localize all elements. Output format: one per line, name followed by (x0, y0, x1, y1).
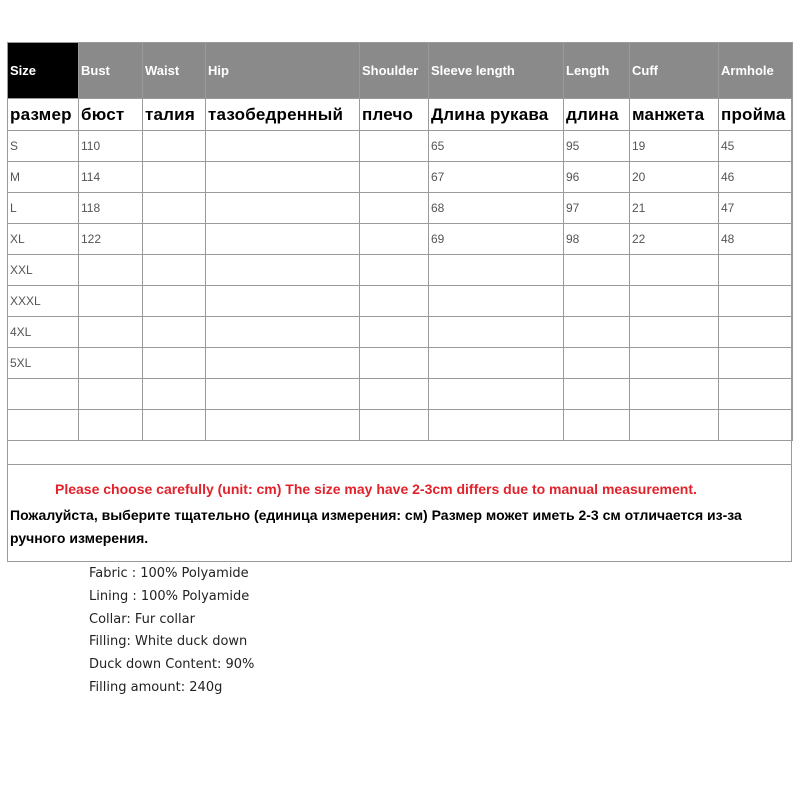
header-row-cell: Waist (143, 43, 206, 99)
table-row-cell: S (8, 131, 79, 162)
header-row-russian-cell: пройма (719, 99, 793, 131)
table-row-cell: M (8, 162, 79, 193)
header-row-russian-cell: размер (8, 99, 79, 131)
table-row-cell (429, 379, 564, 410)
table-row-cell (719, 317, 793, 348)
table-row-cell (429, 348, 564, 379)
table-row-cell: 68 (429, 193, 564, 224)
table-row-cell (206, 286, 360, 317)
table-row-cell (719, 379, 793, 410)
spec-down-content: Duck down Content: 90% (89, 657, 255, 673)
table-row-cell (360, 317, 429, 348)
table-row-cell (630, 286, 719, 317)
table-row-cell: 95 (564, 131, 630, 162)
table-row-cell (143, 410, 206, 441)
table-row (8, 131, 793, 162)
table-row-cell (630, 348, 719, 379)
table-row-cell (360, 348, 429, 379)
table-row-cell (630, 255, 719, 286)
table-row-cell (206, 317, 360, 348)
table-row-cell (630, 317, 719, 348)
table-row-cell: 47 (719, 193, 793, 224)
header-row-russian-cell: тазобедренный (206, 99, 360, 131)
table-row-cell (143, 162, 206, 193)
header-row-russian-cell: бюст (79, 99, 143, 131)
table-row-cell (143, 131, 206, 162)
table-row-cell (360, 379, 429, 410)
table-row-cell (429, 255, 564, 286)
table-row-cell: 118 (79, 193, 143, 224)
table-row-cell (429, 317, 564, 348)
header-row-russian-cell: манжета (630, 99, 719, 131)
table-row-cell (429, 286, 564, 317)
table-row-cell (206, 162, 360, 193)
table-row-cell (360, 410, 429, 441)
table-row-cell (564, 286, 630, 317)
table-row-cell (206, 410, 360, 441)
notes-section (8, 464, 791, 562)
table-row-cell (206, 224, 360, 255)
table-row-cell (564, 410, 630, 441)
table-row-cell: 67 (429, 162, 564, 193)
table-row-cell: XXXL (8, 286, 79, 317)
header-row-russian-cell: плечо (360, 99, 429, 131)
table-row-cell: 69 (429, 224, 564, 255)
table-row-cell: L (8, 193, 79, 224)
table-row-cell (143, 317, 206, 348)
table-row-cell (630, 410, 719, 441)
table-row-cell (360, 224, 429, 255)
table-row (8, 224, 793, 255)
table-row-cell: 22 (630, 224, 719, 255)
table-row (8, 286, 793, 317)
table-row-cell: 46 (719, 162, 793, 193)
table-row-cell (8, 379, 79, 410)
size-table (7, 42, 793, 441)
table-row-cell (360, 162, 429, 193)
table-row-cell (719, 286, 793, 317)
header-row (8, 43, 793, 99)
table-row (8, 410, 793, 441)
warning-english: Please choose carefully (unit: cm) The size may have 2-3cm differs due to manual measurement. (55, 481, 697, 497)
table-row-cell (206, 193, 360, 224)
table-row-cell (360, 193, 429, 224)
table-row-cell: 97 (564, 193, 630, 224)
header-row-cell: Shoulder (360, 43, 429, 99)
header-row-russian-cell: Длина рукава (429, 99, 564, 131)
header-row-cell: Bust (79, 43, 143, 99)
table-row (8, 348, 793, 379)
table-row-cell: 110 (79, 131, 143, 162)
header-row-cell: Sleeve length (429, 43, 564, 99)
spec-collar: Collar: Fur collar (89, 611, 195, 627)
table-row-cell (564, 379, 630, 410)
table-row-cell (8, 410, 79, 441)
header-row-cell: Hip (206, 43, 360, 99)
table-row-cell: XL (8, 224, 79, 255)
table-row-cell: 96 (564, 162, 630, 193)
table-row-cell (719, 410, 793, 441)
table-row-cell: 45 (719, 131, 793, 162)
warning-russian: Пожалуйста, выберите тщательно (единица измерения: см) Размер может иметь 2-3 см отличается из-за ручного измерения. (10, 507, 742, 546)
table-row-cell (143, 379, 206, 410)
table-row-cell (429, 410, 564, 441)
table-row-cell: 98 (564, 224, 630, 255)
spec-lining: Lining : 100% Polyamide (89, 588, 250, 604)
header-row-cell: Cuff (630, 43, 719, 99)
table-row-cell (719, 348, 793, 379)
table-row-cell (143, 348, 206, 379)
table-row (8, 162, 793, 193)
table-row-cell (79, 286, 143, 317)
table-row-cell (564, 255, 630, 286)
table-row-cell (79, 379, 143, 410)
header-row-cell: Size (8, 43, 79, 99)
spec-filling-amount: Filling amount: 240g (89, 679, 223, 695)
table-row-cell (360, 286, 429, 317)
table-row-cell: 48 (719, 224, 793, 255)
table-row-cell: 21 (630, 193, 719, 224)
table-row-cell (143, 193, 206, 224)
header-row-russian-cell: длина (564, 99, 630, 131)
table-row-cell (79, 317, 143, 348)
table-row-cell (206, 348, 360, 379)
table-row-cell (79, 348, 143, 379)
table-row-cell (143, 286, 206, 317)
spec-filling: Filling: White duck down (89, 634, 248, 650)
header-row-cell: Armhole (719, 43, 793, 99)
table-row-cell: 19 (630, 131, 719, 162)
table-row-cell (719, 255, 793, 286)
table-row (8, 317, 793, 348)
table-row-cell (143, 255, 206, 286)
product-specs (89, 563, 254, 700)
table-row-cell (79, 255, 143, 286)
table-row-cell (143, 224, 206, 255)
table-row-cell (630, 379, 719, 410)
table-row-cell (206, 131, 360, 162)
size-chart (7, 42, 792, 562)
table-row-cell (206, 379, 360, 410)
table-row-cell (564, 348, 630, 379)
table-row-cell (564, 317, 630, 348)
table-row-cell: 122 (79, 224, 143, 255)
spec-fabric: Fabric : 100% Polyamide (89, 566, 249, 581)
table-row-cell: 5XL (8, 348, 79, 379)
table-row-cell (360, 131, 429, 162)
header-row-russian-cell: талия (143, 99, 206, 131)
table-row (8, 193, 793, 224)
table-row-cell: XXL (8, 255, 79, 286)
table-row-cell: 65 (429, 131, 564, 162)
table-row (8, 379, 793, 410)
header-row-cell: Length (564, 43, 630, 99)
table-row-cell: 20 (630, 162, 719, 193)
table-row-cell (206, 255, 360, 286)
table-row (8, 255, 793, 286)
table-row-cell: 4XL (8, 317, 79, 348)
table-row-cell: 114 (79, 162, 143, 193)
table-row-cell (79, 410, 143, 441)
table-row-cell (360, 255, 429, 286)
header-row-russian (8, 99, 793, 131)
